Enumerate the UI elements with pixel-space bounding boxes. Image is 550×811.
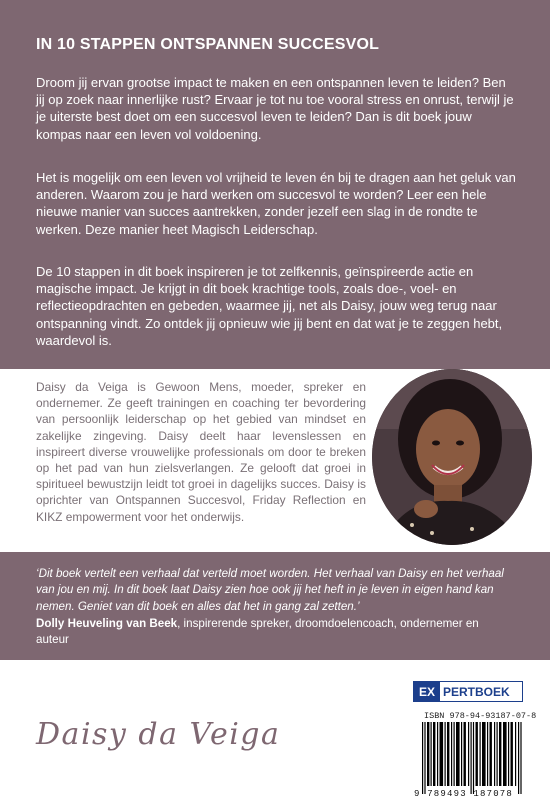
blurb-paragraph-1: Droom jij ervan grootse impact te maken en een ontspannen leven te leiden? Ben jij op zoek naar innerlijke rust? Ervaar je tot nu toe vooral stress en onrust, terwijl je je uiterste best doet om een succesvol leven te leiden? Dan is dit boek jouw kompas naar een leven vol voldoening. [36,75,514,142]
author-bio: Daisy da Veiga is Gewoon Mens, moeder, spreker en ondernemer. Ze geeft trainingen en coaching ter bevordering van persoonlijk leiderschap op het gebied van mindset en zakelijke zingeving. Daisy deelt haar levenslessen en inspireert diverse vrouwelijke professionals om door te breken op het pad van hun zielsverlangen. Ze gelooft dat groei in spiritueel bewustzijn leidt tot groei in dagelijks succes. Daisy is oprichter van Ontspannen Succesvol, Friday Reflection en KIKZ empowerment voor het onderwijs. [36,380,366,524]
endorsement-quote: ‘Dit boek vertelt een verhaal dat verteld moet worden. Het verhaal van Daisy en het verhaal van jou en mij. In dit boek laat Daisy zien hoe ook jij het heft in je leven in eigen hand kan nemen. Geniet van dit boek en alles dat het in gang zal zetten.’ [36,567,504,613]
endorsement-panel [0,552,550,660]
headline: IN 10 STAPPEN ONTSPANNEN SUCCESVOL [36,36,380,53]
endorsement-author-role: , inspirerende spreker, droomdoelencoach, ondernemer en auteur [36,617,479,647]
publisher-logo-text: PERTBOEK [440,682,522,701]
endorsement-attribution [36,616,506,649]
blurb-panel [0,0,550,369]
author-photo [372,369,532,545]
barcode-digits: 9 789493 187078 [414,789,514,799]
bottom-panel [0,660,550,811]
endorsement-author: Dolly Heuveling van Beek [36,617,178,630]
blurb-paragraph-2: Het is mogelijk om een leven vol vrijheid te leven én bij te dragen aan het geluk van anderen. Waarom zou je hard werken om succesvol te worden? Leer een hele nieuwe manier van succes aantrekken, zonder jezelf een slag in de rondte te werken. Deze manier heet Magisch Leiderschap. [36,170,516,237]
publisher-logo [413,681,523,702]
author-panel [0,369,550,552]
author-signature: Daisy da Veiga [36,717,281,752]
publisher-logo-mark: EX [414,682,440,701]
blurb-paragraph-3: De 10 stappen in dit boek inspireren je tot zelfkennis, geïnspireerde actie en magische impact. Je krijgt in dit boek krachtige tools, zoals doe-, voel- en reflectieopdrachten en gebeden, waarmee jij, net als Daisy, jouw weg terug naar ontspanning vindt. Zo ontdek jij opnieuw wie jij bent en dat wat je te zeggen hebt, waardevol is. [36,264,503,348]
isbn-label: ISBN 978-94-93187-07-8 [424,711,537,721]
